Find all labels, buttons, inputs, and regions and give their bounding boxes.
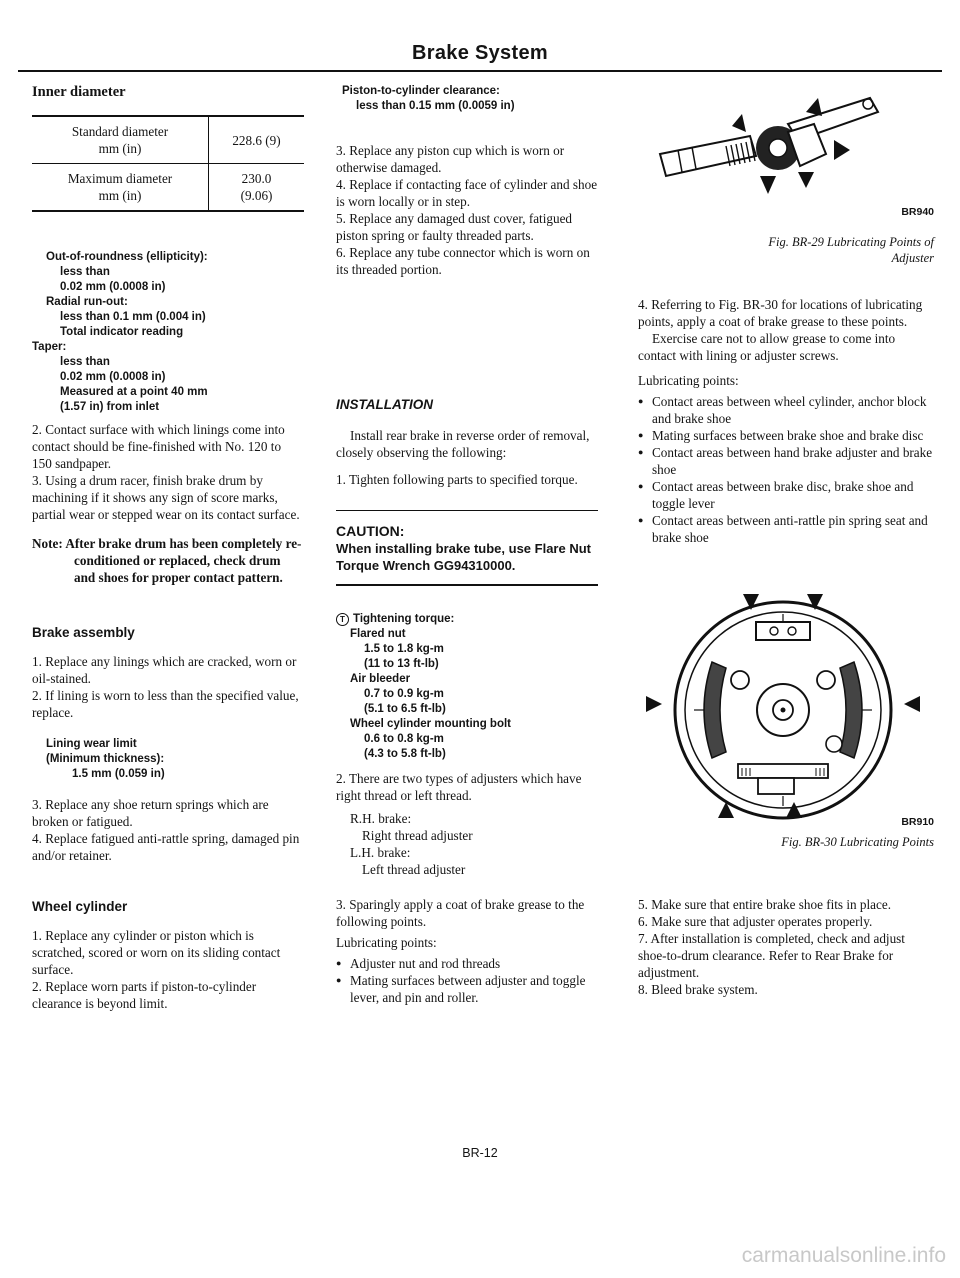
adjuster-list: R.H. brake: Right thread adjuster L.H. brake: Left thread adjuster <box>350 811 473 877</box>
item-8: 8. Bleed brake system. <box>638 982 758 997</box>
lubricating-label: Lubricating points: <box>638 373 739 388</box>
figure-caption: Fig. BR-30 Lubricating Points <box>781 835 934 849</box>
item-4: 4. Referring to Fig. BR-30 for locations of lubricating points, apply a coat of brake grease to these points. <box>638 297 923 329</box>
caution-bottom-rule <box>336 584 598 586</box>
list-item: ● Mating surfaces between brake shoe and brake disc <box>638 427 934 444</box>
torque-spec-heading: T Tightening torque: <box>336 612 598 627</box>
runout-spec: Out-of-roundness (ellipticity): less than 0.02 mm (0.0008 in) Radial run-out: less than 0.1 mm (0.004 in) Total indicator reading Taper: less than 0.02 mm (0.0008 in) Measured at a point 40 mm (1.57 in) from inlet <box>32 251 208 413</box>
figure-code: BR910 <box>901 816 934 828</box>
brake-assembly-item-4: 4. Replace fatigued anti-rattle spring, damaged pin and/or retainer. <box>32 831 300 863</box>
list-item: ● Contact areas between anti-rattle pin spring seat and brake shoe <box>638 512 934 546</box>
item-3: 3. Using a drum racer, finish brake drum by machining if it shows any sign of score marks, partial wear or stepped wear on its contact surface. <box>32 473 300 522</box>
figure-br-29 <box>638 84 934 234</box>
list-item: ● Mating surfaces between adjuster and toggle lever, and pin and roller. <box>336 972 598 1006</box>
list-item: ● Contact areas between brake disc, brake shoe and toggle lever <box>638 478 934 512</box>
brake-assembly-item-1: 1. Replace any linings which are cracked, worn or oil-stained. <box>32 654 297 686</box>
left-column <box>32 84 304 1020</box>
item-6: 6. Make sure that adjuster operates properly. <box>638 914 873 929</box>
torque-spec: T Tightening torque: Flared nut 1.5 to 1.8 kg-m (11 to 13 ft-lb) Air bleeder 0.7 to 0.9 kg-m (5.1 to 6.5 ft-lb) Wheel cylinder mounting bolt 0.6 to 0.8 kg-m (4.3 to 5.8 ft-lb) <box>336 612 598 762</box>
item-5: 5. Make sure that entire brake shoe fits in place. <box>638 897 892 912</box>
item-5: 5. Replace any damaged dust cover, fatigued piston spring or faulty threaded parts. <box>336 211 573 243</box>
lining-spec: Lining wear limit (Minimum thickness): 1.5 mm (0.059 in) <box>46 738 165 780</box>
table-cell-label: Standard diameter mm (in) <box>32 116 209 164</box>
wheel-cylinder-item-2: 2. Replace worn parts if piston-to-cylinder clearance is beyond limit. <box>32 979 257 1011</box>
item-3: 3. Replace any piston cup which is worn or otherwise damaged. <box>336 143 565 175</box>
item-7: 7. After installation is completed, check and adjust shoe-to-drum clearance. Refer to Rear Brake for adjustment. <box>638 931 905 980</box>
install-item-2: 2. There are two types of adjusters which have right thread or left thread. <box>336 771 582 803</box>
page-number: BR-12 <box>462 1146 498 1160</box>
brake-assembly-title: Brake assembly <box>32 625 135 640</box>
inner-diameter-title: Inner diameter <box>32 84 126 100</box>
torque-wrench-icon: T <box>336 613 349 626</box>
item-6: 6. Replace any tube connector which is worn on its threaded portion. <box>336 245 590 277</box>
list-item: ● Contact areas between wheel cylinder, anchor block and brake shoe <box>638 393 934 427</box>
install-text: Install rear brake in reverse order of removal, closely observing the following: <box>336 428 590 460</box>
item-4: 4. Replace if contacting face of cylinder and shoe is worn locally or in step. <box>336 177 598 209</box>
header-rule <box>18 70 942 72</box>
item-2: 2. Contact surface with which linings come into contact should be fine-finished with No. 120 to 150 sandpaper. <box>32 422 285 471</box>
figure-br-30 <box>638 592 934 828</box>
lubricating-label: Lubricating points: <box>336 935 437 950</box>
note: Note: After brake drum has been completely re-conditioned or replaced, check drum and shoes for proper contact pattern. <box>32 536 302 585</box>
table-cell-value: 228.6 (9) <box>209 116 305 164</box>
caution-text: When installing brake tube, use Flare Nut Torque Wrench GG94310000. <box>336 541 591 573</box>
table-row <box>32 164 304 212</box>
right-column <box>638 84 934 1006</box>
wheel-cylinder-item-1: 1. Replace any cylinder or piston which is scratched, scored or worn on its sliding contact surface. <box>32 928 281 977</box>
table-row <box>32 116 304 164</box>
install-item-1: 1. Tighten following parts to specified torque. <box>336 472 578 487</box>
list-item: ● Contact areas between hand brake adjuster and brake shoe <box>638 444 934 478</box>
clearance-spec: Piston-to-cylinder clearance: less than 0.15 mm (0.0059 in) <box>342 85 515 112</box>
middle-column <box>336 84 598 1006</box>
wheel-cylinder-title: Wheel cylinder <box>32 899 128 914</box>
caution-title: CAUTION: <box>336 523 405 539</box>
watermark: carmanualsonline.info <box>741 1244 946 1267</box>
brake-assembly-illustration <box>638 592 934 828</box>
figure-code: BR940 <box>901 206 934 218</box>
figure-caption: Fig. BR-29 Lubricating Points of Adjuster <box>768 235 934 265</box>
table-cell-label: Maximum diameter mm (in) <box>32 164 209 212</box>
brake-assembly-item-2: 2. If lining is worn to less than the specified value, replace. <box>32 688 299 720</box>
brake-assembly-item-3: 3. Replace any shoe return springs which are broken or fatigued. <box>32 797 269 829</box>
diameter-table <box>32 115 304 212</box>
list-item: ● Adjuster nut and rod threads <box>336 955 598 972</box>
table-cell-value: 230.0 (9.06) <box>209 164 305 212</box>
item-4-sub: Exercise care not to allow grease to come into contact with lining or adjuster screws. <box>638 331 896 363</box>
adjuster-illustration <box>638 84 934 234</box>
caution-top-rule <box>336 510 598 511</box>
install-item-3: 3. Sparingly apply a coat of brake grease to the following points. <box>336 897 585 929</box>
page-header-title: Brake System <box>412 42 548 64</box>
installation-title: INSTALLATION <box>336 397 433 412</box>
